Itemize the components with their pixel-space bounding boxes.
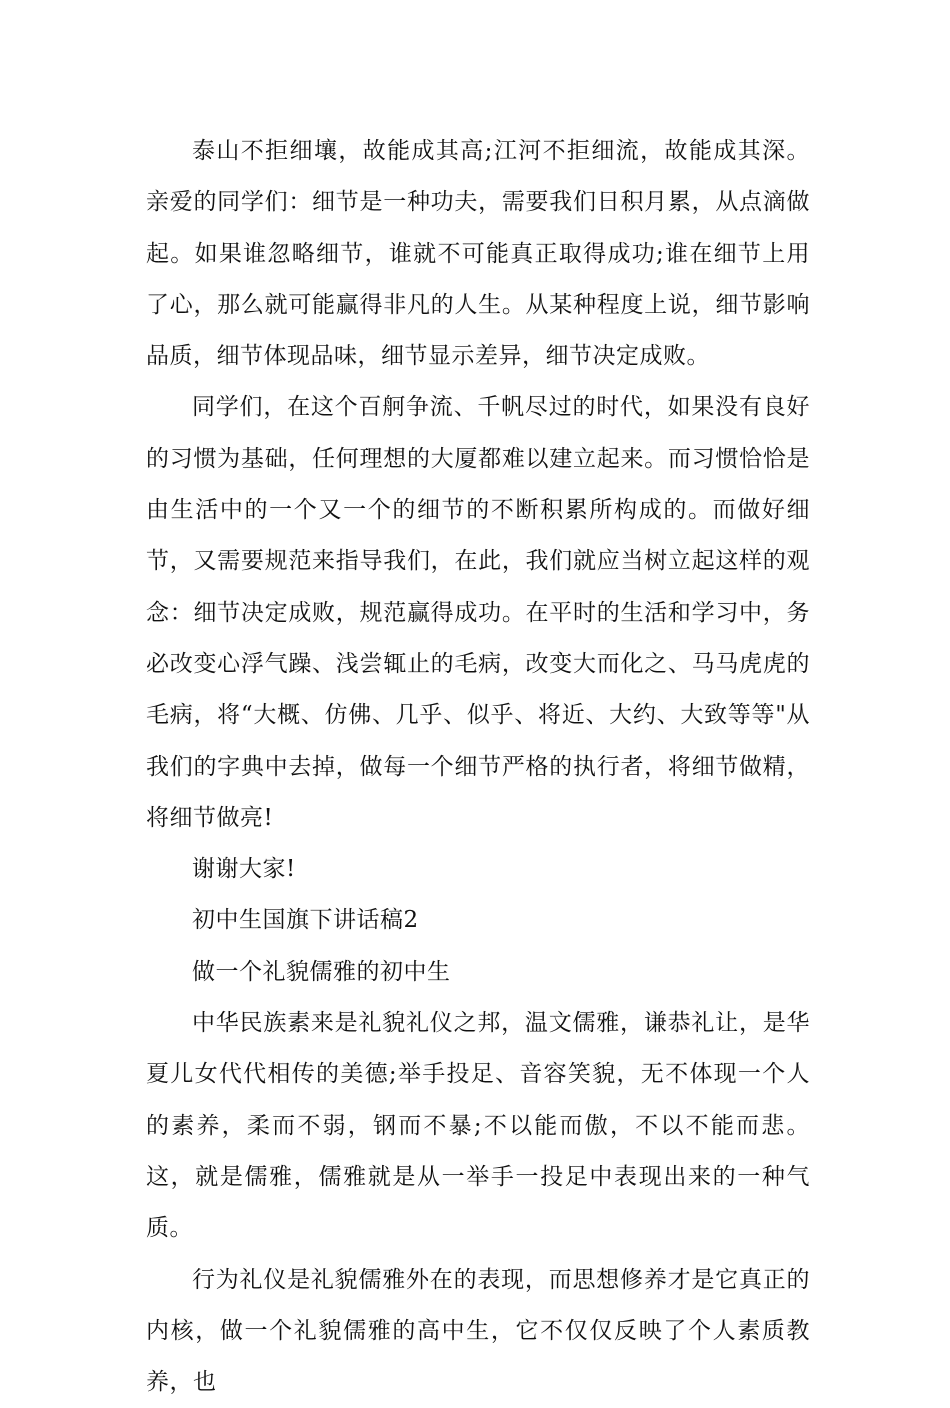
paragraph-habits-and-norms: 同学们，在这个百舸争流、千帆尽过的时代，如果没有良好的习惯为基础，任何理想的大厦都难以建立起来。而习惯恰恰是由生活中的一个又一个的细节的不断积累所构成的。而做好细节，又需要规范来指导我们，在此，我们就应当树立起这样的观念：细节决定成败，规范赢得成功。在平时的生活和学习中，务必改变心浮气躁、浅尝辄止的毛病，改变大而化之、马马虎虎的毛病，将“大概、仿佛、几乎、似乎、将近、大约、大致等等"从我们的字典中去掉，做每一个细节严格的执行者，将细节做精，将细节做亮! [146, 394, 810, 831]
speech-subtitle: 做一个礼貌儒雅的初中生 [192, 958, 451, 985]
paragraph-behavior-etiquette: 行为礼仪是礼貌儒雅外在的表现，而思想修养才是它真正的内核，做一个礼貌儒雅的高中生，它不仅仅反映了个人素质教养，也 [146, 1266, 810, 1396]
document-page [146, 126, 810, 1408]
paragraph-details-matter: 泰山不拒细壤，故能成其高;江河不拒细流，故能成其深。亲爱的同学们：细节是一种功夫，需要我们日积月累，从点滴做起。如果谁忽略细节，谁就不可能真正取得成功;谁在细节上用了心，那么就可能赢得非凡的人生。从某种程度上说，细节影响品质，细节体现品味，细节显示差异，细节决定成败。 [146, 138, 810, 370]
paragraph-etiquette-nation: 中华民族素来是礼貌礼仪之邦，温文儒雅，谦恭礼让，是华夏儿女代代相传的美德;举手投足、音容笑貌，无不体现一个人的素养，柔而不弱，钢而不暴;不以能而傲，不以不能而悲。这，就是儒雅，儒雅就是从一举手一投足中表现出来的一种气质。 [146, 1010, 810, 1242]
paragraph-thanks: 谢谢大家! [192, 856, 296, 883]
speech-title: 初中生国旗下讲话稿2 [192, 907, 419, 934]
